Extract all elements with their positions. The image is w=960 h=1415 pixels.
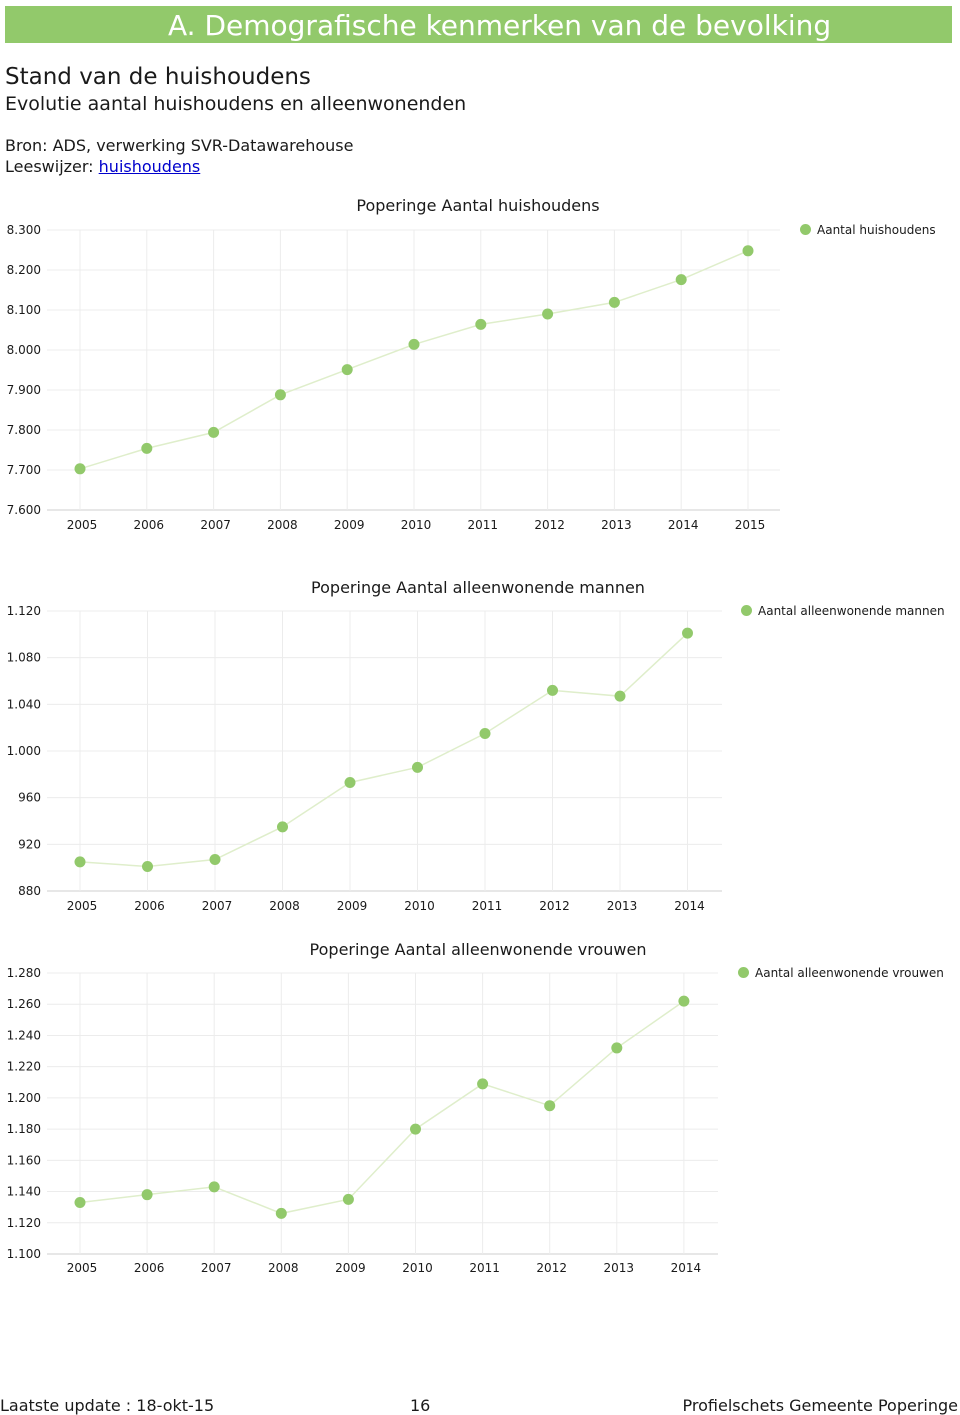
y-tick-label: 1.120 <box>6 604 41 618</box>
y-tick-label: 1.180 <box>6 1122 41 1137</box>
x-tick-label: 2014 <box>670 1261 702 1275</box>
chart-alleenwonende-vrouwen <box>0 932 960 1292</box>
data-point <box>682 628 693 639</box>
y-tick-label: 1.100 <box>6 1247 41 1261</box>
y-tick-label: 1.240 <box>6 1028 41 1043</box>
footer-document-title: Profielschets Gemeente Poperinge <box>682 1396 958 1415</box>
series-line <box>80 633 688 866</box>
data-point <box>409 339 420 350</box>
x-tick-label: 2011 <box>471 899 503 913</box>
data-point <box>676 274 687 285</box>
x-tick-label: 2009 <box>336 899 368 913</box>
x-tick-label: 2013 <box>603 1261 635 1275</box>
y-tick-label: 8.000 <box>6 343 41 357</box>
y-tick-label: 8.200 <box>6 263 41 277</box>
x-tick-label: 2014 <box>667 518 699 532</box>
y-tick-label: 1.140 <box>6 1184 41 1199</box>
reader-label: Leeswijzer: <box>5 157 99 176</box>
data-point <box>142 861 153 872</box>
data-point <box>142 1189 153 1200</box>
data-point <box>412 762 423 773</box>
y-tick-label: 1.120 <box>6 1215 41 1230</box>
source-note: Bron: ADS, verwerking SVR-Datawarehouse <box>5 136 354 155</box>
legend-label: Aantal alleenwonende vrouwen <box>755 966 944 980</box>
reader-note <box>5 157 200 176</box>
x-tick-label: 2012 <box>536 1261 567 1275</box>
data-point <box>611 1042 622 1053</box>
x-tick-label: 2010 <box>404 899 435 913</box>
data-point <box>410 1124 421 1135</box>
data-point <box>342 364 353 375</box>
x-tick-label: 2007 <box>200 1261 232 1275</box>
y-tick-label: 960 <box>18 790 41 805</box>
chart-plot <box>0 570 960 930</box>
data-point <box>475 319 486 330</box>
x-tick-label: 2012 <box>539 899 570 913</box>
y-tick-label: 1.260 <box>6 997 41 1012</box>
data-point <box>277 821 288 832</box>
chart-title: Poperinge Aantal alleenwonende mannen <box>311 578 645 597</box>
x-tick-label: 2006 <box>133 518 165 532</box>
data-point <box>209 1181 220 1192</box>
x-tick-label: 2008 <box>268 1261 299 1275</box>
page-subtitle: Evolutie aantal huishoudens en alleenwonenden <box>5 93 467 115</box>
series-line <box>80 1001 684 1213</box>
x-tick-label: 2005 <box>66 518 98 532</box>
chart-plot <box>0 932 960 1292</box>
x-tick-label: 2007 <box>201 899 233 913</box>
x-tick-label: 2013 <box>601 518 632 532</box>
page-title: Stand van de huishoudens <box>5 64 311 90</box>
y-tick-label: 1.200 <box>6 1090 41 1105</box>
y-tick-label: 1.160 <box>6 1153 41 1168</box>
legend-label: Aantal huishoudens <box>817 223 936 237</box>
reader-link[interactable]: huishoudens <box>98 157 201 176</box>
y-tick-label: 7.900 <box>6 383 41 397</box>
data-point <box>678 996 689 1007</box>
chart-plot <box>0 190 960 550</box>
data-point <box>480 728 491 739</box>
footer-page-number: 16 <box>410 1396 431 1415</box>
x-tick-label: 2008 <box>267 518 298 532</box>
y-tick-label: 1.000 <box>6 744 41 758</box>
chart-alleenwonende-mannen <box>0 570 960 930</box>
data-point <box>276 1208 287 1219</box>
data-point <box>615 691 626 702</box>
x-tick-label: 2008 <box>269 899 300 913</box>
x-tick-label: 2006 <box>134 899 165 913</box>
data-point <box>547 685 558 696</box>
y-tick-label: 8.300 <box>6 223 41 237</box>
data-point <box>208 427 219 438</box>
data-point <box>210 854 221 865</box>
data-point <box>743 245 754 256</box>
y-tick-label: 8.100 <box>6 303 41 317</box>
x-tick-label: 2010 <box>402 1261 433 1275</box>
chart-huishoudens <box>0 190 960 550</box>
x-tick-label: 2011 <box>469 1261 500 1275</box>
x-tick-label: 2014 <box>674 899 705 913</box>
x-tick-label: 2009 <box>335 1261 366 1275</box>
footer-update: Laatste update : 18-okt-15 <box>0 1396 215 1415</box>
data-point <box>75 1197 86 1208</box>
section-banner <box>5 6 952 43</box>
x-tick-label: 2011 <box>467 518 499 532</box>
data-point <box>141 443 152 454</box>
y-tick-label: 1.080 <box>6 650 41 665</box>
data-point <box>609 297 620 308</box>
x-tick-label: 2005 <box>66 899 98 913</box>
x-tick-label: 2009 <box>333 518 365 532</box>
x-tick-label: 2012 <box>534 518 565 532</box>
x-tick-label: 2015 <box>734 518 766 532</box>
data-point <box>75 463 86 474</box>
data-point <box>544 1100 555 1111</box>
banner-title: A. Demografische kenmerken van de bevolking <box>168 9 832 42</box>
y-tick-label: 7.700 <box>6 463 41 477</box>
y-tick-label: 920 <box>18 837 41 852</box>
x-tick-label: 2005 <box>66 1261 98 1275</box>
data-point <box>542 309 553 320</box>
data-point <box>345 777 356 788</box>
x-tick-label: 2007 <box>200 518 231 532</box>
data-point <box>343 1194 354 1205</box>
legend-label: Aantal alleenwonende mannen <box>758 604 945 618</box>
data-point <box>477 1078 488 1089</box>
data-point <box>75 856 86 867</box>
y-tick-label: 1.040 <box>6 697 41 712</box>
data-point <box>275 389 286 400</box>
x-tick-label: 2006 <box>133 1261 165 1275</box>
y-tick-label: 1.220 <box>6 1059 41 1074</box>
x-tick-label: 2013 <box>606 899 638 913</box>
chart-title: Poperinge Aantal huishoudens <box>356 196 600 215</box>
y-tick-label: 1.280 <box>6 966 41 980</box>
x-tick-label: 2010 <box>400 518 432 532</box>
y-tick-label: 7.800 <box>6 423 41 437</box>
chart-title: Poperinge Aantal alleenwonende vrouwen <box>309 940 647 959</box>
y-tick-label: 7.600 <box>6 503 41 517</box>
y-tick-label: 880 <box>18 884 41 898</box>
